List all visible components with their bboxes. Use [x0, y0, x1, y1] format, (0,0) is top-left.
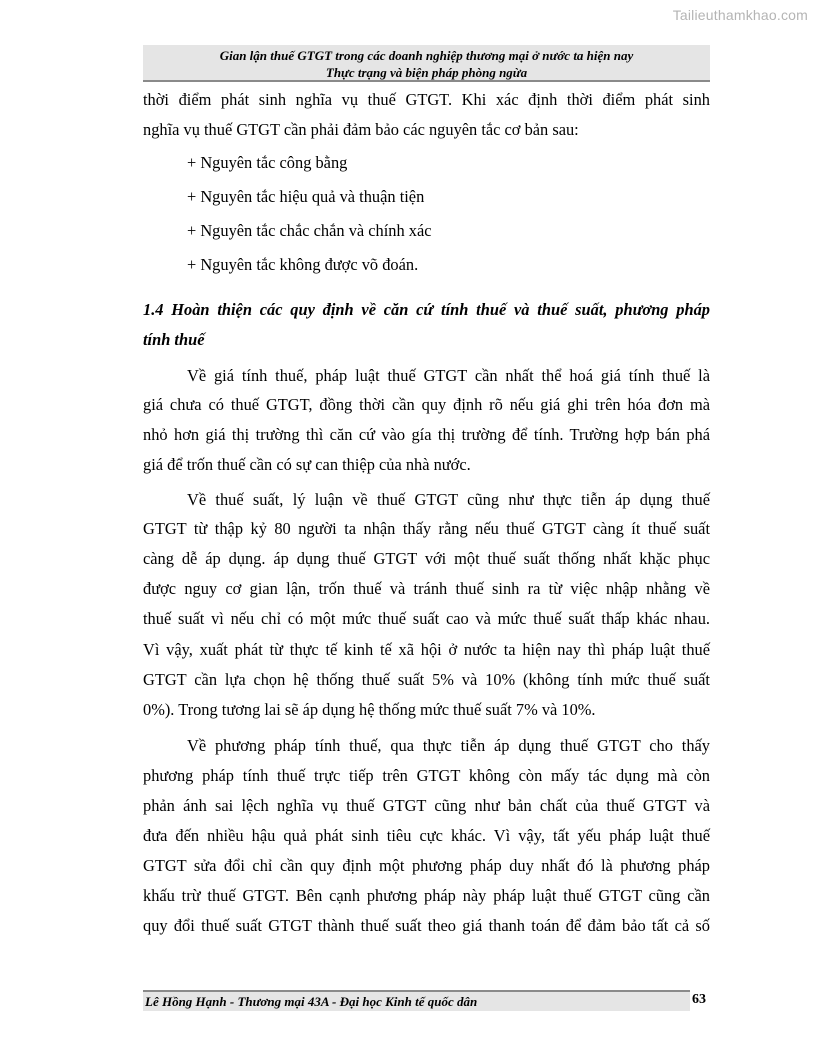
paragraph-line: GTGT sửa đổi chỉ cần quy định một phương pháp duy nhất đó là phương pháp [143, 856, 710, 875]
paragraph-line: giá chưa có thuế GTGT, đồng thời cần quy định rõ nếu giá ghi trên hóa đơn mà [143, 395, 710, 414]
list-item: + Nguyên tắc hiệu quả và thuận tiện [187, 187, 425, 206]
paragraph-line: Về giá tính thuế, pháp luật thuế GTGT cần nhất thể hoá giá tính thuế là [187, 366, 710, 385]
list-item: + Nguyên tắc công bằng [187, 153, 348, 172]
paragraph-line: nhỏ hơn giá thị trường thì căn cứ vào gía thị trường để tính. Trường hợp bán phá [143, 425, 710, 444]
paragraph-line: phương pháp tính thuế trực tiếp trên GTGT không còn mấy tác dụng mà còn [143, 766, 710, 785]
paragraph-line: được nguy cơ gian lận, trốn thuế và tránh thuế sinh ra từ việc nhập nhằng về [143, 579, 710, 598]
paragraph-line: thuế suất vì nếu chỉ có một mức thuế suất cao và mức thuế suất thấp khác nhau. [143, 609, 710, 628]
list-item: + Nguyên tắc chắc chắn và chính xác [187, 221, 432, 240]
paragraph-line: càng dễ áp dụng. áp dụng thuế GTGT với một thuế suất thống nhất khặc phục [143, 549, 710, 568]
paragraph-line: đưa đến nhiều hậu quả phát sinh tiêu cực khác. Vì vậy, tất yếu pháp luật thuế [143, 826, 710, 845]
paragraph-line: quy đổi thuế suất GTGT thành thuế suất theo giá thanh toán để đảm bảo tất cả số [143, 916, 710, 935]
paragraph-line: giá để trốn thuế cần có sự can thiệp của nhà nước. [143, 455, 471, 474]
page-number: 63 [692, 992, 706, 1007]
watermark-text: Tailieuthamkhao.com [672, 7, 808, 23]
section-heading: 1.4 Hoàn thiện các quy định về căn cứ tính thuế và thuế suất, phương pháp [143, 300, 710, 319]
paragraph-line: Về phương pháp tính thuế, qua thực tiễn áp dụng thuế GTGT cho thấy [187, 736, 710, 755]
paragraph-line: thời điểm phát sinh nghĩa vụ thuế GTGT. Khi xác định thời điểm phát sinh [143, 90, 710, 109]
paragraph-line: 0%). Trong tương lai sẽ áp dụng hệ thống mức thuế suất 7% và 10%. [143, 700, 596, 719]
footer-author: Lê Hồng Hạnh - Thương mại 43A - Đại học Kinh tế quốc dân [145, 994, 478, 1009]
header-title-line2: Thực trạng và biện pháp phòng ngừa [325, 65, 528, 80]
section-heading: tính thuế [143, 330, 205, 349]
paragraph-line: phản ánh sai lệch nghĩa vụ thuế GTGT cũng như bản chất của thuế GTGT và [143, 796, 710, 815]
running-header [143, 45, 710, 82]
paragraph-line: Vì vậy, xuất phát từ thực tế kinh tế xã hội ở nước ta hiện nay thì pháp luật thuế [143, 640, 710, 659]
list-item: + Nguyên tắc không được võ đoán. [187, 255, 419, 274]
paragraph-line: khấu trừ thuế GTGT. Bên cạnh phương pháp này pháp luật thuế GTGT cũng cần [143, 886, 710, 905]
paragraph-line: Về thuế suất, lý luận về thuế GTGT cũng như thực tiễn áp dụng thuế [187, 490, 710, 509]
header-title-line1: Gian lận thuế GTGT trong các doanh nghiệp thương mại ở nước ta hiện nay [219, 48, 634, 63]
running-footer [143, 990, 690, 1011]
paragraph-line: GTGT cần lựa chọn hệ thống thuế suất 5% và 10% (không tính mức thuế suất [143, 670, 710, 689]
paragraph-line: nghĩa vụ thuế GTGT cần phải đảm bảo các nguyên tắc cơ bản sau: [143, 120, 579, 139]
paragraph-line: GTGT từ thập kỷ 80 người ta nhận thấy rằng nếu thuế GTGT càng ít thuế suất [143, 519, 710, 538]
